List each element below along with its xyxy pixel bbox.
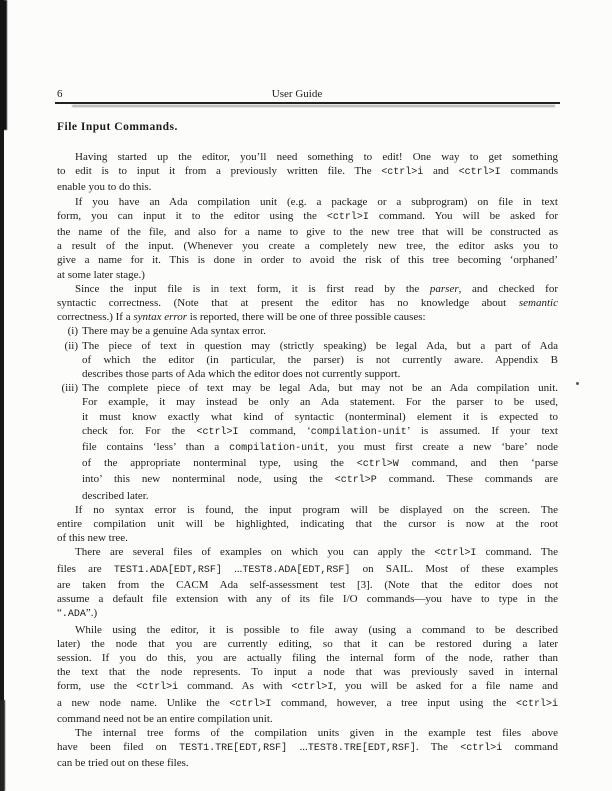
text-span: entire compilation unit will be highlighted, indicating that the cursor is now at the root bbox=[57, 518, 558, 531]
text-span: later) the node that you are currently editing, so that it can be restored during a later bbox=[57, 637, 558, 650]
text-line bbox=[82, 489, 558, 503]
list-item-marker: (iii) bbox=[61, 382, 78, 395]
text-span: command bbox=[502, 741, 558, 754]
code-span: <ctrl>i bbox=[136, 682, 179, 694]
text-line bbox=[57, 578, 558, 592]
text-line bbox=[57, 696, 558, 712]
text-line bbox=[57, 225, 558, 239]
text-line bbox=[57, 517, 558, 531]
text-span: While using the editor, it is possible to file away (using a command to be described bbox=[75, 623, 558, 636]
list-item bbox=[57, 324, 558, 338]
code-span: <ctrl>I bbox=[229, 698, 272, 710]
text-span: There may be a genuine Ada syntax error. bbox=[82, 325, 266, 338]
code-span: <ctrl>I bbox=[196, 426, 239, 438]
text-span: The piece of text in question may (strictly speaking) be legal Ada, but a part of Ada bbox=[82, 339, 558, 352]
paragraph bbox=[57, 195, 558, 282]
text-span: files are bbox=[57, 562, 114, 575]
page-number: 6 bbox=[57, 88, 63, 100]
code-span: compilation-unit bbox=[310, 426, 407, 438]
text-line bbox=[82, 440, 558, 456]
text-span: of the appropriate nonterminal type, using the bbox=[82, 457, 357, 470]
list-item-marker: (ii) bbox=[64, 339, 78, 352]
text-span: Since the input file is in text form, it is first read by the bbox=[75, 282, 430, 295]
text-span: a result of the input. (Whenever you create a completely new tree, the editor asks you to bbox=[57, 240, 558, 253]
code-span: <ctrl>i bbox=[515, 698, 558, 710]
text-span: have been filed on bbox=[57, 741, 180, 754]
text-line bbox=[57, 562, 558, 578]
text-line bbox=[82, 353, 558, 367]
code-span: TEST8.ADA[EDT,RSF] bbox=[242, 564, 351, 576]
text-span: can be tried out on these files. bbox=[57, 757, 189, 770]
text-span: command, and then ‘parse bbox=[398, 457, 558, 470]
text-span: is reported, there will be one of three possible causes: bbox=[187, 311, 426, 324]
text-span: it must know exactly what kind of syntactic (nonterminal) element it is expected to bbox=[82, 410, 558, 423]
code-span: <ctrl>I bbox=[458, 167, 501, 179]
text-line bbox=[57, 606, 558, 622]
text-line bbox=[57, 740, 558, 756]
text-line bbox=[57, 239, 558, 253]
text-span: The internal tree forms of the compilation units given in the example test files above bbox=[75, 726, 558, 739]
paragraph bbox=[57, 726, 558, 771]
list-item bbox=[57, 339, 558, 382]
code-span: <ctrl>i bbox=[460, 743, 503, 755]
text-span: command. The bbox=[476, 546, 559, 559]
text-span: For example, it may instead be only an Ada statement. For the parser to be used, bbox=[82, 396, 558, 409]
text-span: ”.) bbox=[85, 607, 98, 620]
text-line bbox=[57, 623, 558, 637]
code-span: <ctrl>I bbox=[291, 682, 334, 694]
code-span: <ctrl>i bbox=[381, 167, 424, 179]
text-line bbox=[82, 456, 558, 472]
code-span: TEST1.ADA[EDT,RSF] bbox=[113, 564, 222, 576]
text-line bbox=[82, 339, 558, 353]
text-span: , and checked for bbox=[458, 282, 558, 295]
code-span: .ADA bbox=[61, 609, 86, 621]
list-item-marker: (i) bbox=[67, 325, 78, 338]
text-span: command. As with bbox=[178, 680, 292, 693]
text-line bbox=[57, 296, 558, 310]
text-line bbox=[57, 209, 558, 225]
scan-speck bbox=[576, 382, 579, 385]
section-heading: File Input Commands. bbox=[57, 121, 178, 133]
code-span: <ctrl>P bbox=[334, 475, 377, 487]
code-span: TEST8.TRE[EDT,RSF] bbox=[307, 743, 416, 755]
text-span: Having started up the editor, you’ll need something to edit! One way to get something bbox=[75, 151, 558, 163]
scan-edge-artifact-top bbox=[0, 0, 7, 130]
text-line bbox=[57, 531, 558, 545]
text-line bbox=[82, 324, 558, 338]
text-span: There are several files of examples on which you can apply the bbox=[75, 546, 435, 559]
text-span: syntactic correctness. (Note that at present the editor has no knowledge about bbox=[57, 297, 519, 310]
paragraph bbox=[57, 150, 558, 195]
scan-edge-artifact-bottom bbox=[0, 700, 5, 791]
italic-span: syntax error bbox=[133, 311, 188, 324]
text-span: of which the editor (in particular, the parser) is not currently aware. Appendix B bbox=[82, 353, 558, 366]
text-span: to edit is to input it from a previously written file. The bbox=[57, 165, 382, 178]
text-span: ... bbox=[287, 741, 308, 754]
header-rule-smudge bbox=[72, 105, 555, 107]
text-span: , you must first create a new ‘bare’ node bbox=[325, 441, 559, 454]
code-span: <ctrl>I bbox=[434, 548, 477, 560]
text-span: describes those parts of Ada which the editor does not currently support. bbox=[82, 368, 401, 381]
text-span: . The bbox=[415, 741, 461, 754]
text-line bbox=[57, 545, 558, 561]
text-line bbox=[57, 195, 558, 209]
paragraph bbox=[57, 545, 558, 622]
text-line bbox=[57, 282, 558, 296]
header-rule bbox=[55, 102, 560, 104]
text-span: check for. For the bbox=[82, 424, 197, 437]
text-span: are taken from the CACM Ada self-assessment test [3]. (Note that the editor does not bbox=[57, 578, 558, 591]
text-span: described later. bbox=[82, 489, 149, 502]
text-line bbox=[57, 150, 558, 164]
text-span: command, ‘ bbox=[238, 424, 311, 437]
text-line bbox=[57, 651, 558, 665]
text-span: session. If you do this, you are actually filing the internal form of the node, rather than bbox=[57, 651, 558, 664]
paragraph bbox=[57, 282, 558, 325]
text-line bbox=[82, 395, 558, 409]
code-span: compilation-unit bbox=[229, 443, 326, 455]
text-line bbox=[57, 592, 558, 606]
text-line bbox=[57, 726, 558, 740]
text-line bbox=[82, 381, 558, 395]
text-span: at some later stage.) bbox=[57, 268, 145, 281]
text-span: on SAIL. Most of these examples bbox=[350, 562, 558, 575]
text-span: the text that the node represents. To input a node that was previously saved in internal bbox=[57, 666, 558, 679]
text-span: command need not be an entire compilation unit. bbox=[57, 712, 273, 725]
text-line bbox=[82, 424, 558, 440]
text-line bbox=[82, 367, 558, 381]
text-line bbox=[57, 164, 558, 180]
running-title: User Guide bbox=[271, 88, 323, 100]
italic-span: parser bbox=[429, 282, 459, 295]
text-span: enable you to do this. bbox=[57, 181, 152, 194]
text-line bbox=[57, 268, 558, 282]
text-line bbox=[57, 665, 558, 679]
text-span: form, you can input it to the editor using the bbox=[57, 209, 327, 222]
italic-span: semantic bbox=[518, 297, 558, 310]
text-span: assume a default file extension with any of its file I/O commands—you have to type in the bbox=[57, 593, 558, 606]
text-span: and bbox=[423, 165, 459, 178]
paragraph bbox=[57, 503, 558, 546]
text-span: commands bbox=[500, 165, 558, 178]
code-span: <ctrl>W bbox=[356, 459, 399, 471]
text-span: command, however, a tree input using the bbox=[271, 696, 516, 709]
code-span: TEST1.TRE[EDT,RSF] bbox=[179, 743, 288, 755]
text-line bbox=[57, 637, 558, 651]
text-span: a new node name. Unlike the bbox=[57, 696, 230, 709]
text-span: correctness.) If a bbox=[57, 311, 134, 324]
text-span: ... bbox=[221, 562, 243, 575]
text-span: “ bbox=[57, 607, 62, 620]
document-body bbox=[57, 150, 558, 771]
text-line bbox=[57, 310, 558, 324]
text-span: The complete piece of text may be legal Ada, but may not be an Ada compilation unit. bbox=[82, 382, 558, 395]
text-span: , you will be asked for a file name and bbox=[333, 680, 559, 693]
text-span: of this new tree. bbox=[57, 532, 128, 545]
text-line bbox=[57, 180, 558, 194]
text-line bbox=[82, 410, 558, 424]
text-span: give a name for it. This is done in order to avoid the risk of this tree becoming ‘orphaned’ bbox=[57, 254, 558, 267]
text-span: ’ is assumed. If your text bbox=[406, 424, 558, 437]
text-span: If you have an Ada compilation unit (e.g. a package or a subprogram) on file in text bbox=[75, 195, 558, 208]
paragraph bbox=[57, 623, 558, 726]
text-line bbox=[57, 756, 558, 770]
text-line bbox=[82, 472, 558, 488]
text-line bbox=[57, 679, 558, 695]
text-line bbox=[57, 712, 558, 726]
code-span: <ctrl>I bbox=[326, 211, 369, 223]
text-span: into’ this new nonterminal node, using the bbox=[82, 473, 335, 486]
text-span: file contains ‘less’ than a bbox=[82, 441, 230, 454]
text-line bbox=[57, 503, 558, 517]
list-item bbox=[57, 381, 558, 503]
text-line bbox=[57, 253, 558, 267]
text-span: form, use the bbox=[57, 680, 137, 693]
text-span: If no syntax error is found, the input program will be displayed on the screen. The bbox=[75, 503, 558, 516]
text-span: the name of the file, and also for a name to give to the new tree that will be constructed as bbox=[57, 226, 558, 239]
text-span: command. You will be asked for bbox=[368, 209, 558, 222]
text-span: command. These commands are bbox=[376, 473, 558, 486]
